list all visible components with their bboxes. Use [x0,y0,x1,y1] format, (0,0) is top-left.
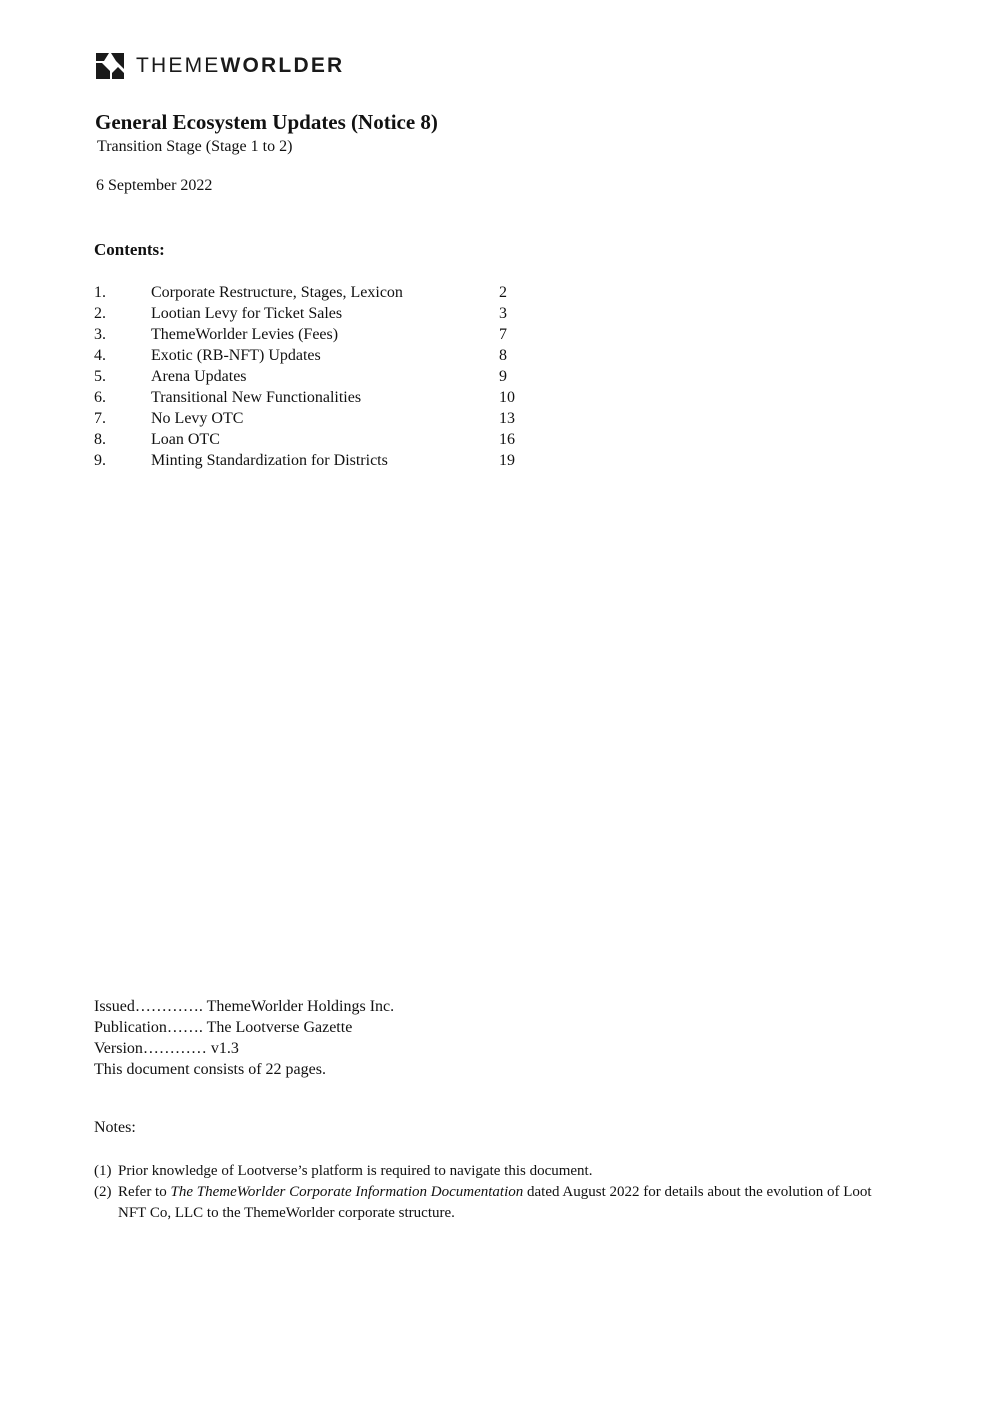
toc-page-number: 8 [499,347,507,364]
toc-number: 4. [94,347,106,364]
toc-page-number: 7 [499,326,507,343]
toc-page-number: 3 [499,305,507,322]
toc-label: Loan OTC [151,431,220,448]
toc-number: 6. [94,389,106,406]
document-reference: The ThemeWorlder Corporate Information Documentation [170,1184,524,1200]
toc-page-number: 13 [499,410,515,427]
toc-number: 2. [94,305,106,322]
table-of-contents [94,282,554,471]
notes-list [94,1161,894,1224]
toc-label: Arena Updates [151,368,247,385]
toc-label: No Levy OTC [151,410,244,427]
note-text-prefix: Refer to [118,1184,171,1200]
toc-page-number: 10 [499,389,515,406]
logo-wordmark-light: THEME [136,54,221,77]
toc-label: Transitional New Functionalities [151,389,362,406]
logo-wordmark-bold: WORLDER [220,54,345,77]
toc-number: 7. [94,410,106,427]
page-count-line: This document consists of 22 pages. [94,1061,326,1078]
toc-label: Minting Standardization for Districts [151,452,388,469]
toc-item[interactable] [94,324,554,345]
note-number: (2) [94,1184,112,1200]
note-text-suffix: dated August 2022 for details about the evolution of Loot NFT Co, LLC to the ThemeWorlder corporate structure. [118,1184,872,1221]
note-item [94,1161,894,1182]
toc-item[interactable] [94,429,554,450]
toc-item[interactable] [94,366,554,387]
toc-number: 1. [94,284,106,301]
document-info [94,996,394,1080]
toc-item[interactable] [94,345,554,366]
toc-number: 9. [94,452,106,469]
toc-item[interactable] [94,303,554,324]
note-text: Prior knowledge of Lootverse’s platform is required to navigate this document. [118,1163,593,1179]
document-title: General Ecosystem Updates (Notice 8) [95,110,438,134]
note-item [94,1182,894,1224]
toc-page-number: 9 [499,368,507,385]
note-text [118,1182,894,1224]
notes-heading: Notes: [94,1119,136,1136]
document-subtitle: Transition Stage (Stage 1 to 2) [97,138,293,155]
toc-item[interactable] [94,282,554,303]
toc-label: Exotic (RB-NFT) Updates [151,347,321,364]
toc-number: 3. [94,326,106,343]
toc-label: Lootian Levy for Ticket Sales [151,305,343,322]
toc-label: Corporate Restructure, Stages, Lexicon [151,284,403,301]
themeworlder-logo-icon [96,53,124,79]
brand-logo [96,52,344,80]
contents-heading: Contents: [94,240,165,259]
toc-item[interactable] [94,450,554,471]
note-number: (1) [94,1163,112,1179]
toc-number: 8. [94,431,106,448]
toc-page-number: 2 [499,284,507,301]
toc-item[interactable] [94,408,554,429]
document-date: 6 September 2022 [96,177,213,194]
issued-line: Issued…………. ThemeWorlder Holdings Inc. [94,998,395,1015]
toc-label: ThemeWorlder Levies (Fees) [151,326,339,343]
toc-item[interactable] [94,387,554,408]
toc-page-number: 19 [499,452,515,469]
logo-wordmark [136,52,344,80]
version-line: Version………… v1.3 [94,1040,239,1057]
publication-line: Publication……. The Lootverse Gazette [94,1019,353,1036]
toc-number: 5. [94,368,106,385]
toc-page-number: 16 [499,431,515,448]
